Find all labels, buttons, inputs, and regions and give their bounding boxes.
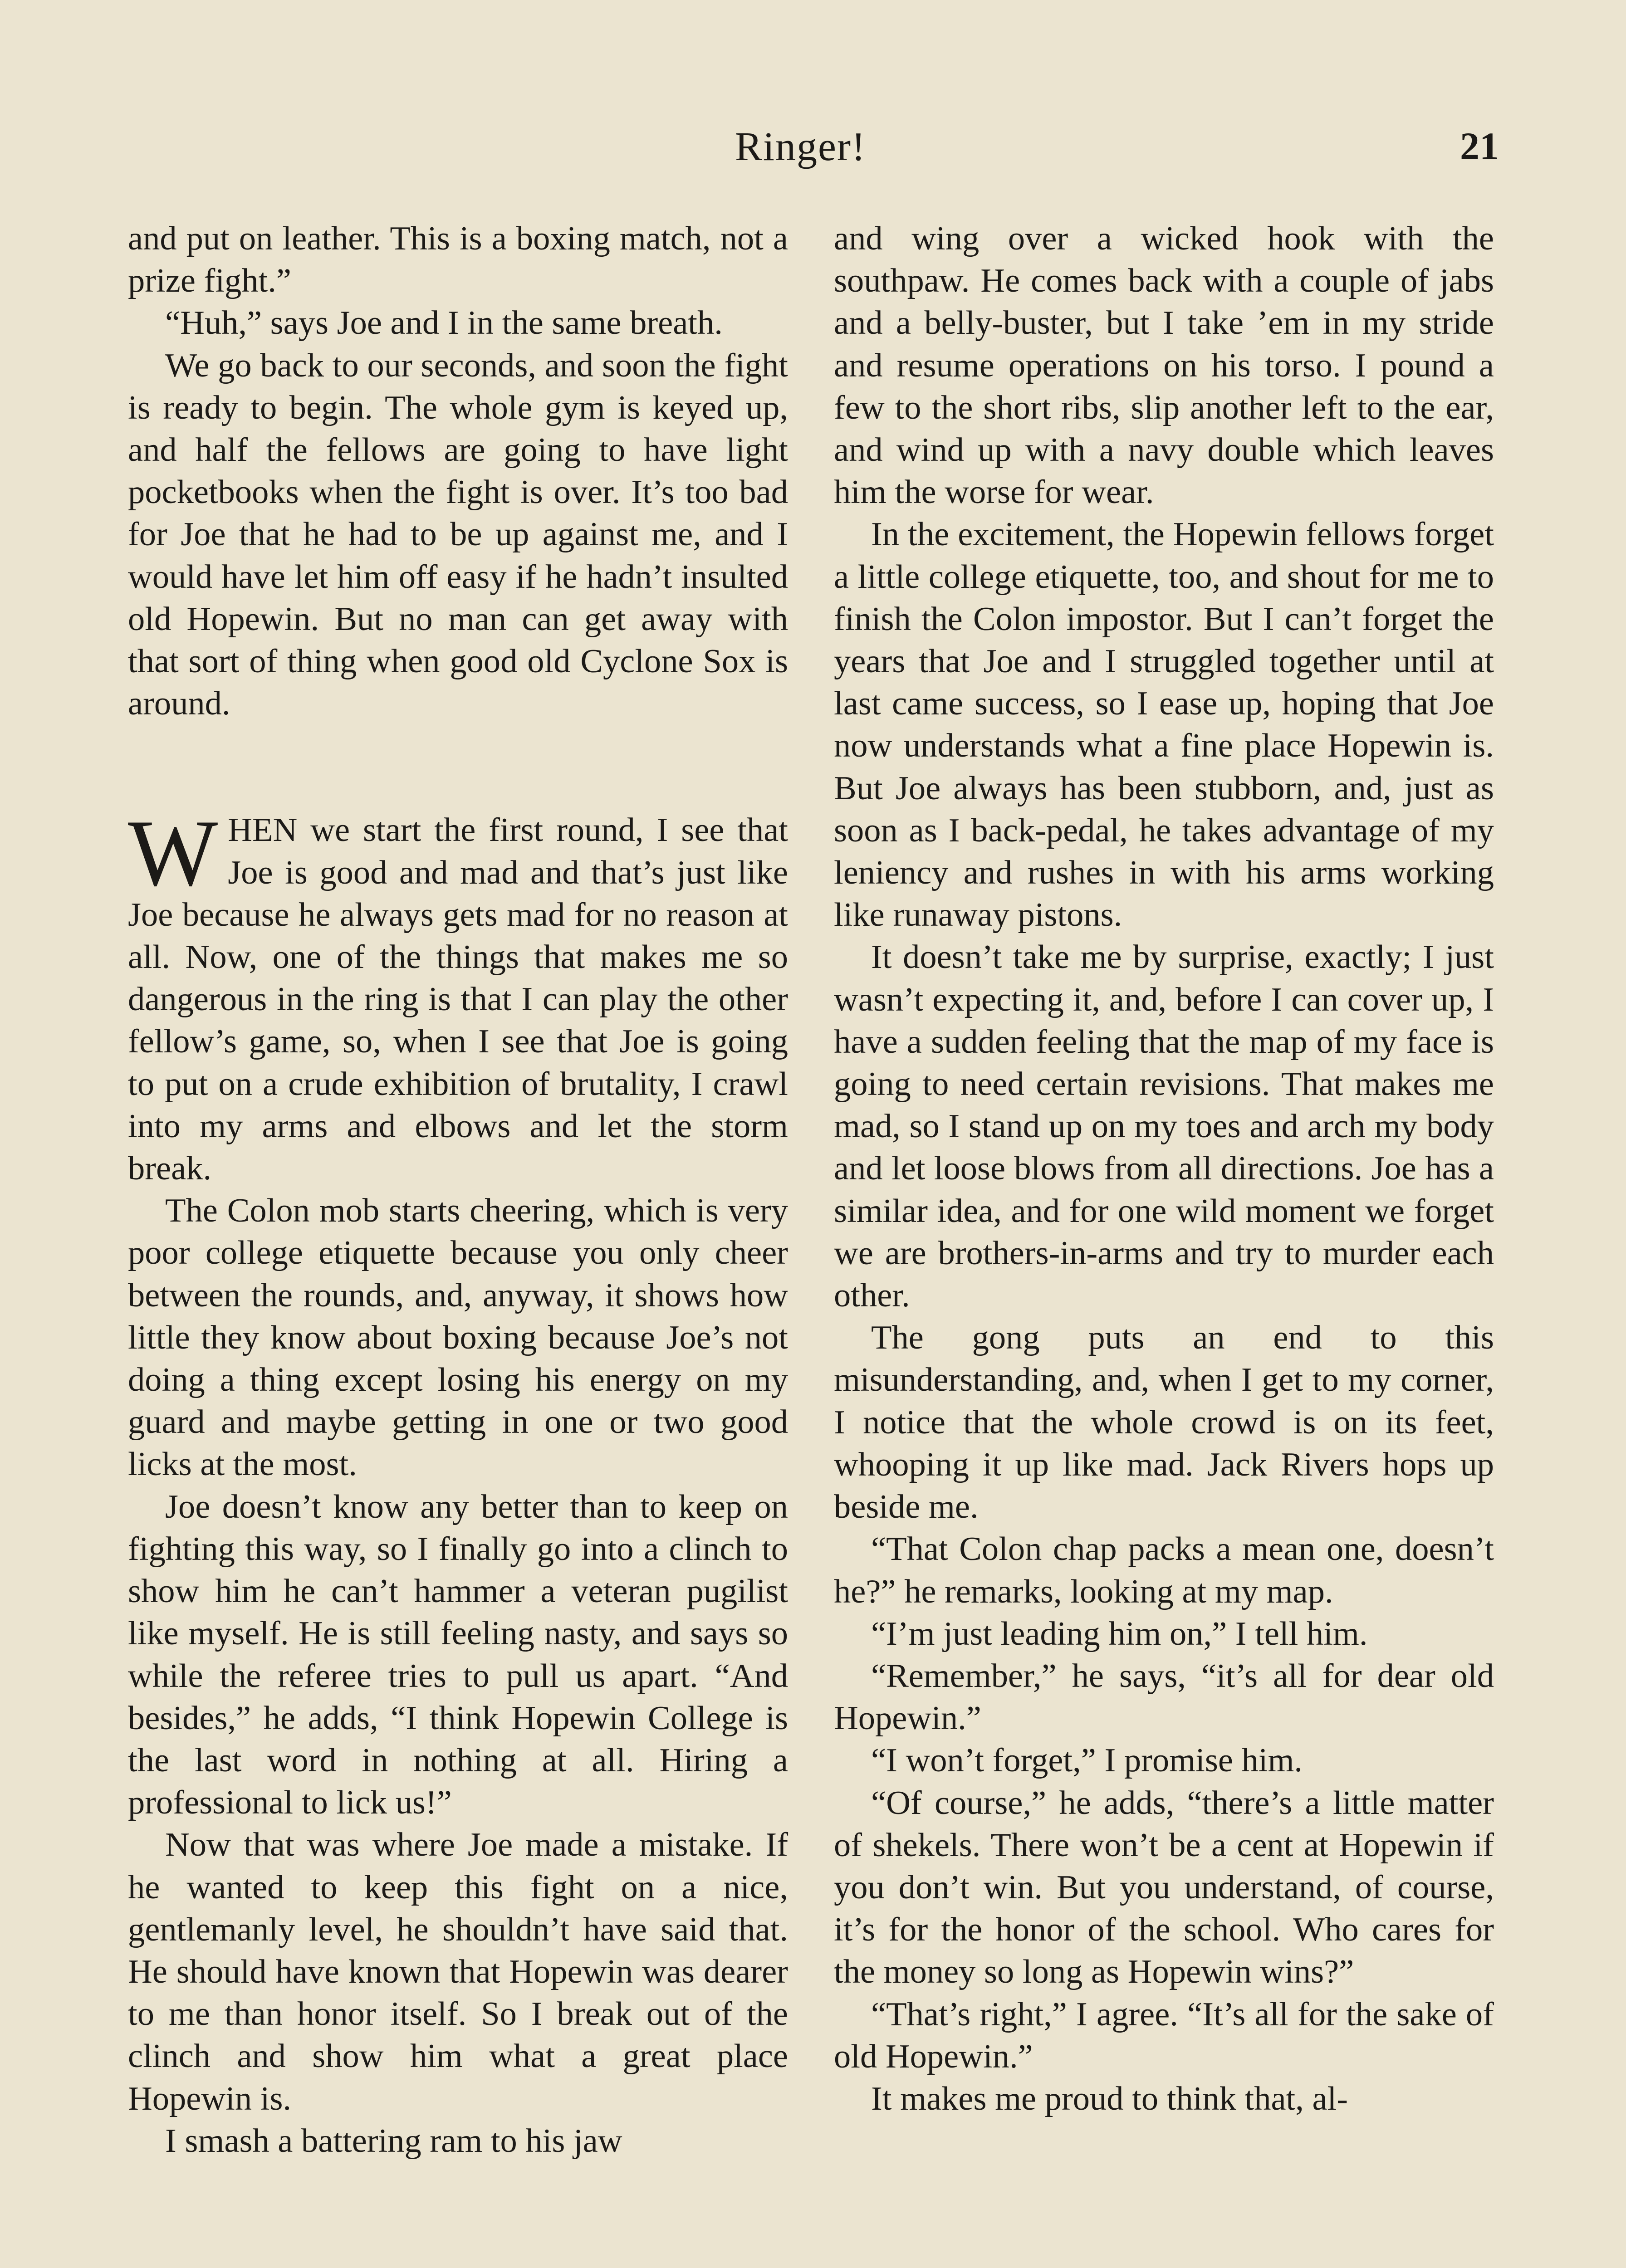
left-column — [128, 218, 788, 2162]
paragraph: The Colon mob starts cheering, which is very poor college etiquette because you only cheer between the rounds, and, anyway, it shows how little they know about boxing because Joe’s not doing a thing except losing his energy on my guard and maybe getting in one or two good licks at the most. — [128, 1192, 788, 1483]
paragraph-text: HEN we start the first round, I see that Joe is good and mad and that’s just like Joe because he always gets mad for no reason at all. Now, one of the things that makes me so dangerous in the ring is that I can play the other fellow’s game, so, when I see that Joe is going to put on a crude exhibition of brutality, I crawl into my arms and elbows and let the storm break. — [128, 811, 788, 1188]
paragraph: “That Colon chap packs a mean one, doesn’t he?” he remarks, looking at my map. — [834, 1530, 1494, 1610]
paragraph: Now that was where Joe made a mistake. If he wanted to keep this fight on a nice, gentlemanly level, he shouldn’t have said that. He should have known that Hopewin was dearer to me than honor itself. So I break out of the clinch and show him what a great place Hopewin is. — [128, 1826, 788, 2117]
right-column — [834, 218, 1494, 2120]
drop-cap: W — [128, 801, 218, 906]
paragraph: It doesn’t take me by surprise, exactly; I just wasn’t expecting it, and, before I can cover up, I have a sudden feeling that the map of my face is going to need certain revisions. That makes me mad, so I stand up on my toes and arch my body and let loose blows from all directions. Joe has a similar idea, and for one wild moment we forget we are brothers-in-arms and try to murder each other. — [834, 938, 1494, 1315]
paragraph: “Of course,” he adds, “there’s a little matter of shekels. There won’t be a cent at Hopewin if you don’t win. But you understand, of course, it’s for the honor of the school. Who cares for the money so long as Hopewin wins?” — [834, 1784, 1494, 1991]
paragraph: “Remember,” he says, “it’s all for dear old Hopewin.” — [834, 1657, 1494, 1737]
paragraph: It makes me proud to think that, al- — [871, 2080, 1348, 2117]
paragraph: “I’m just leading him on,” I tell him. — [871, 1615, 1368, 1652]
paragraph: “I won’t forget,” I promise him. — [871, 1742, 1303, 1779]
paragraph: “Huh,” says Joe and I in the same breath. — [165, 304, 723, 342]
paragraph-with-dropcap — [128, 801, 788, 1190]
paragraph: In the excitement, the Hopewin fellows forget a little college etiquette, too, and shout for me to finish the Colon impostor. But I can’t forget the years that Joe and I struggled together until at last came success, so I ease up, hoping that Joe now understands what a fine place Hopewin is. But Joe always has been stubborn, and, just as soon as I back-pedal, he takes advantage of my leniency and rushes in with his arms working like runaway pistons. — [834, 516, 1494, 934]
running-title: Ringer! — [735, 124, 866, 169]
page-number: 21 — [1460, 124, 1499, 168]
paragraph: I smash a battering ram to his jaw — [165, 2122, 622, 2160]
paragraph: The gong puts an end to this misunderstanding, and, when I get to my corner, I notice that the whole crowd is on its feet, whooping it up like mad. Jack Rivers hops up beside me. — [834, 1319, 1494, 1526]
paragraph: and put on leather. This is a boxing match, not a prize fight.” — [128, 220, 788, 300]
paragraph: Joe doesn’t know any better than to keep on fighting this way, so I finally go into a clinch to show him he can’t hammer a veteran pugilist like myself. He is still feeling nasty, and says so while the referee tries to pull us apart. “And besides,” he adds, “I think Hopewin College is the last word in nothing at all. Hiring a professional to lick us!” — [128, 1488, 788, 1822]
section-break — [128, 725, 788, 809]
paragraph: We go back to our seconds, and soon the fight is ready to begin. The whole gym is keyed up, and half the fellows are going to have light pocketbooks when the fight is over. It’s too bad for Joe that he had to be up against me, and I would have let him off easy if he hadn’t insulted old Hopewin. But no man can get away with that sort of thing when good old Cyclone Sox is around. — [128, 347, 788, 723]
paragraph: and wing over a wicked hook with the southpaw. He comes back with a couple of jabs and a belly-buster, but I take ’em in my stride and resume operations on his torso. I pound a few to the short ribs, slip another left to the ear, and wind up with a navy double which leaves him the worse for wear. — [834, 220, 1494, 511]
paragraph: “That’s right,” I agree. “It’s all for the sake of old Hopewin.” — [834, 1995, 1494, 2075]
